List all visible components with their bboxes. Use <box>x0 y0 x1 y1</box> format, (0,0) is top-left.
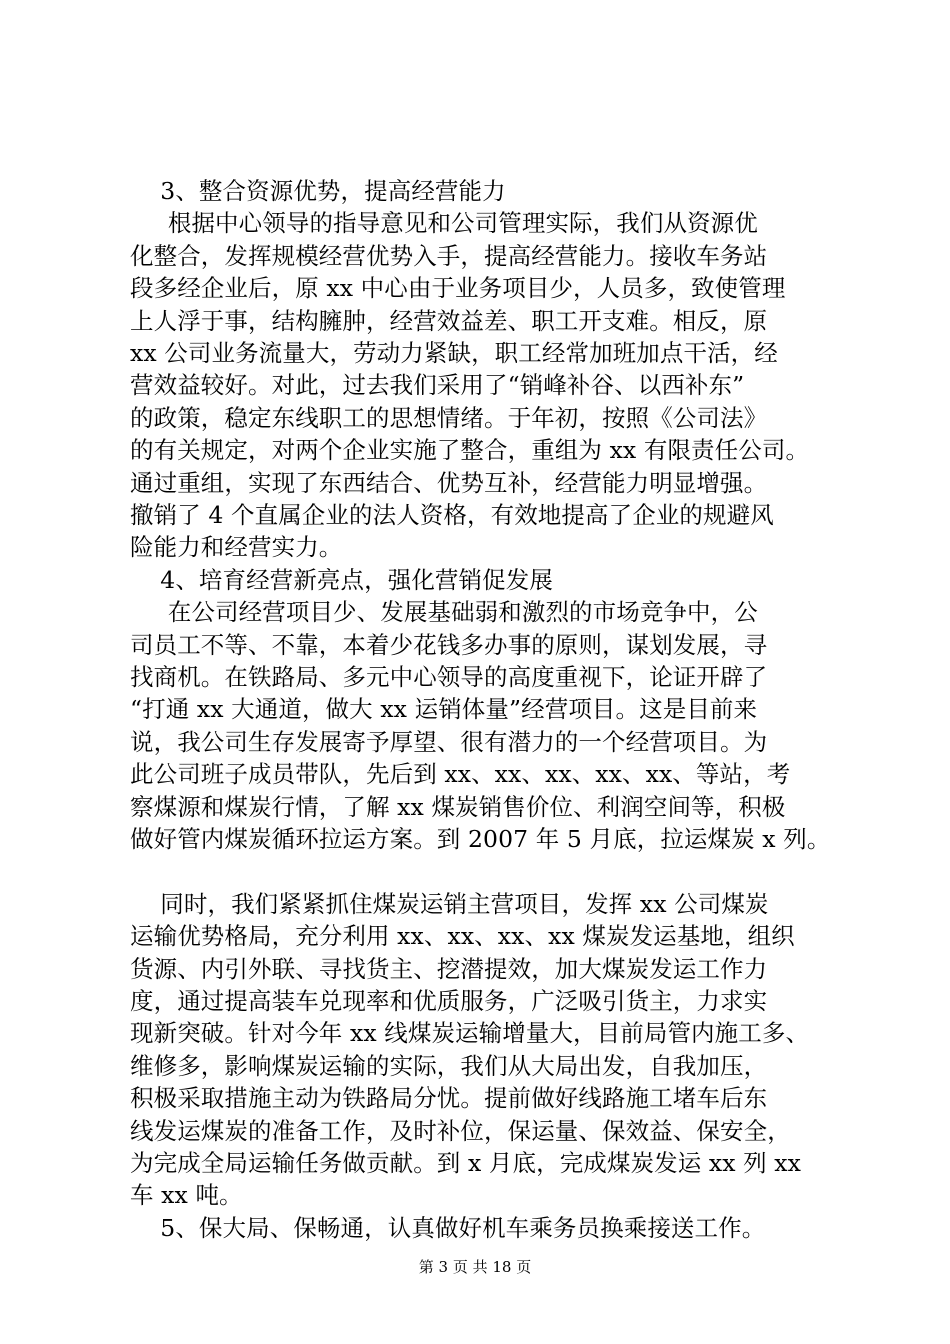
text-line: 察煤源和煤炭行情，了解 xx 煤炭销售价位、利润空间等，积极 <box>130 792 786 821</box>
text-line: 段多经企业后，原 xx 中心由于业务项目少，人员多，致使管理 <box>130 274 786 303</box>
page-footer: 第 3 页 共 18 页 <box>418 1258 532 1276</box>
text-line: 通过重组，实现了东西结合、优势互补，经营能力明显增强。 <box>130 468 768 497</box>
text-line: 5、保大局、保畅通，认真做好机车乘务员换乘接送工作。 <box>130 1213 766 1242</box>
text-line: 现新突破。针对今年 xx 线煤炭运输增量大，目前局管内施工多、 <box>130 1019 810 1048</box>
text-line: 此公司班子成员带队，先后到 xx、xx、xx、xx、xx、等站，考 <box>130 760 791 789</box>
text-line: “打通 xx 大通道，做大 xx 运销体量”经营项目。这是目前来 <box>130 695 758 724</box>
text-line: 的有关规定，对两个企业实施了整合，重组为 xx 有限责任公司。 <box>130 436 810 465</box>
text-line: 险能力和经营实力。 <box>130 533 343 562</box>
text-line: 上人浮于事，结构臃肿，经营效益差、职工开支难。相反，原 <box>130 306 768 335</box>
text-line: 根据中心领导的指导意见和公司管理实际，我们从资源优 <box>130 209 758 238</box>
text-line: 4、培育经营新亮点，强化营销促发展 <box>130 565 553 594</box>
text-line: 说，我公司生存发展寄予厚望、很有潜力的一个经营项目。为 <box>130 727 768 756</box>
text-line: xx 公司业务流量大，劳动力紧缺，职工经常加班加点干活，经 <box>130 339 778 367</box>
text-line: 维修多，影响煤炭运输的实际，我们从大局出发，自我加压， <box>130 1051 768 1080</box>
text-line: 的政策，稳定东线职工的思想情绪。于年初，按照《公司法》 <box>130 403 768 432</box>
text-line: 为完成全局运输任务做贡献。到 x 月底，完成煤炭发运 xx 列 xx <box>130 1149 802 1177</box>
text-line: 撤销了 4 个直属企业的法人资格，有效地提高了企业的规避风 <box>130 501 774 529</box>
text-line: 3、整合资源优势，提高经营能力 <box>130 177 506 205</box>
text-line: 积极采取措施主动为铁路局分忧。提前做好线路施工堵车后东 <box>130 1084 768 1113</box>
text-line: 运输优势格局，充分利用 xx、xx、xx、xx 煤炭发运基地，组织 <box>130 922 795 951</box>
text-line: 司员工不等、不靠，本着少花钱多办事的原则，谋划发展，寻 <box>130 630 768 659</box>
text-line: 找商机。在铁路局、多元中心领导的高度重视下，论证开辟了 <box>130 663 768 691</box>
text-line: 营效益较好。对此，过去我们采用了“销峰补谷、以西补东” <box>130 371 745 400</box>
text-line: 同时，我们紧紧抓住煤炭运销主营项目，发挥 xx 公司煤炭 <box>130 889 769 918</box>
text-line: 做好管内煤炭循环拉运方案。到 2007 年 5 月底，拉运煤炭 x 列。 <box>130 825 831 853</box>
text-line: 车 xx 吨。 <box>130 1181 243 1210</box>
text-line: 货源、内引外联、寻找货主、挖潜提效，加大煤炭发运工作力 <box>130 954 768 983</box>
text-line: 度，通过提高装车兑现率和优质服务，广泛吸引货主，力求实 <box>130 987 768 1015</box>
text-line: 在公司经营项目少、发展基础弱和激烈的市场竞争中，公 <box>130 598 758 627</box>
text-line: 化整合，发挥规模经营优势入手，提高经营能力。接收车务站 <box>130 241 768 270</box>
text-line: 线发运煤炭的准备工作，及时补位，保运量、保效益、保安全， <box>130 1116 791 1145</box>
